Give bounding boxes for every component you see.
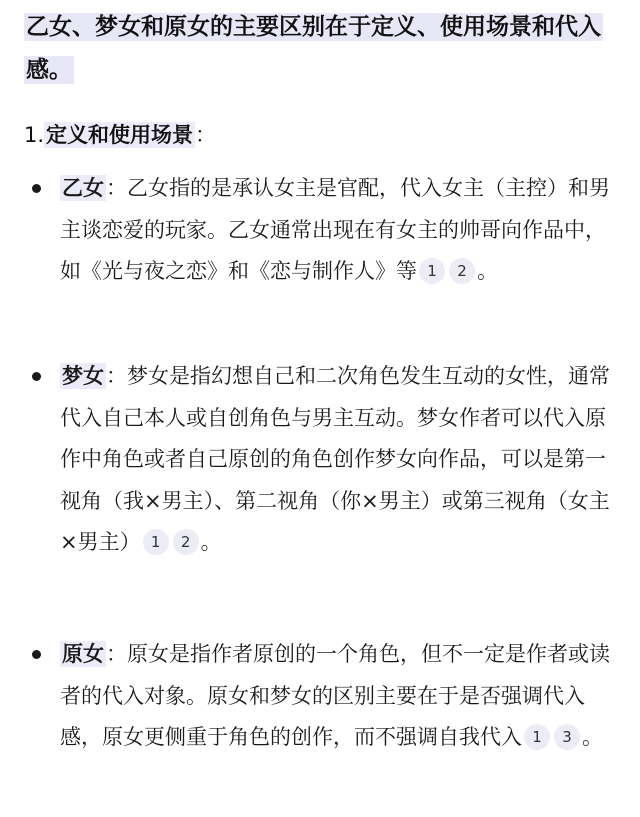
- term-colon: ：: [106, 642, 127, 666]
- section-title: [24, 116, 216, 154]
- citation-badge[interactable]: 2: [449, 258, 475, 284]
- summary-heading-text: 乙女、梦女和原女的主要区别在于定义、使用场景和代入感。: [26, 14, 601, 83]
- list-item-yuannv: [60, 634, 620, 759]
- list-item-mengnv: [60, 356, 620, 564]
- term-colon: ：: [106, 364, 127, 388]
- item-end-punct: 。: [477, 259, 498, 283]
- term-colon: ：: [106, 176, 127, 200]
- section-number: 1.: [24, 123, 45, 147]
- bullet-dot-icon: [32, 650, 41, 659]
- item-text: 梦女是指幻想自己和二次角色发生互动的女性，通常代入自己本人或自创角色与男主互动。梦女作者可以代入原作中角色或者自己原创的角色创作梦女向作品，可以是第一视角（我×男主）、第二视角（你×男主）或第三视角（女主×男主）: [60, 364, 610, 554]
- term-label: 原女: [62, 642, 104, 666]
- item-text: 原女是指作者原创的一个角色，但不一定是作者或读者的代入对象。原女和梦女的区别主要在于是否强调代入感，原女更侧重于角色的创作，而不强调自我代入: [60, 642, 610, 749]
- citation-badge[interactable]: 2: [173, 529, 199, 555]
- list-item-yinv: [60, 168, 620, 293]
- citation-badge[interactable]: 1: [143, 529, 169, 555]
- item-end-punct: 。: [200, 530, 222, 554]
- bullet-dot-icon: [32, 184, 41, 193]
- term-label: 乙女: [62, 176, 104, 200]
- bullet-dot-icon: [32, 372, 41, 381]
- summary-heading: [24, 6, 624, 92]
- citation-badge[interactable]: 1: [524, 724, 550, 750]
- citation-badge[interactable]: 3: [554, 724, 580, 750]
- term-label: 梦女: [62, 364, 104, 388]
- item-text: 乙女指的是承认女主是官配，代入女主（主控）和男主谈恋爱的玩家。乙女通常出现在有女主的帅哥向作品中，如《光与夜之恋》和《恋与制作人》等: [60, 176, 610, 283]
- citation-badge[interactable]: 1: [419, 258, 445, 284]
- section-title-colon: ：: [195, 123, 217, 147]
- section-title-text: 定义和使用场景: [46, 123, 194, 147]
- item-end-punct: 。: [582, 725, 603, 749]
